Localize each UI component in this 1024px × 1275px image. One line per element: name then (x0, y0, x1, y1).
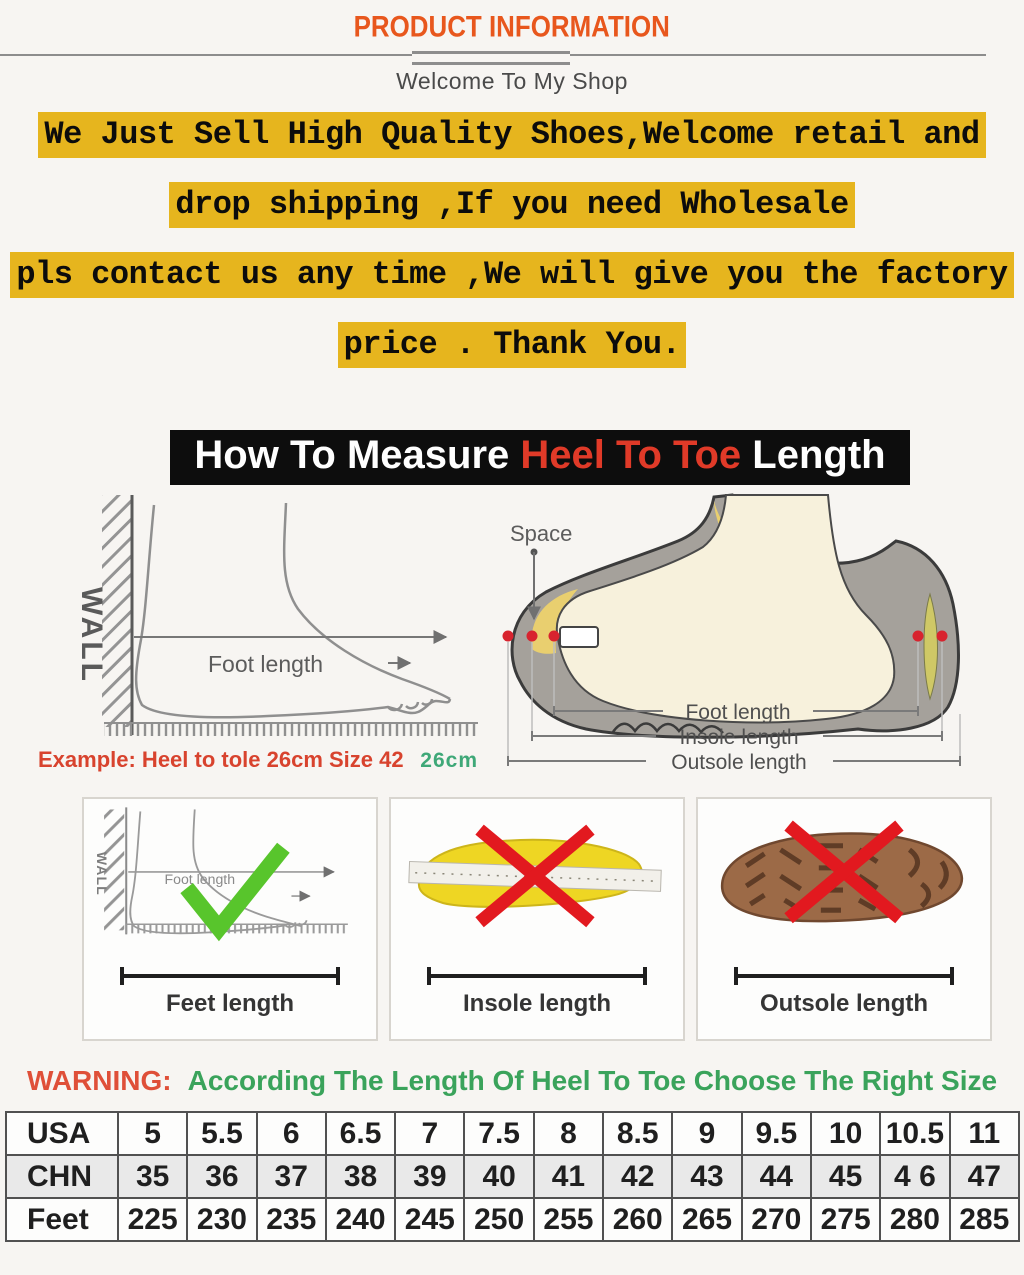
foot-wall-diagram (58, 495, 478, 750)
table-row-feet (6, 1198, 1019, 1241)
feet-size: 245 (395, 1198, 464, 1241)
feet-size: 265 (672, 1198, 741, 1241)
usa-size: 5 (118, 1112, 187, 1155)
outsole-mini-diagram (708, 803, 980, 965)
space-label: Space (510, 521, 573, 546)
feet-length-label: Feet length (165, 990, 294, 1017)
usa-size: 8 (534, 1112, 603, 1155)
measure-bracket (120, 967, 340, 985)
chn-size: 45 (811, 1155, 880, 1198)
feet-size: 250 (464, 1198, 533, 1241)
mini-wall-label: WALL (94, 851, 111, 896)
feet-size: 255 (534, 1198, 603, 1241)
outsole-length-label: Outsole length (760, 990, 928, 1017)
feet-size: 240 (326, 1198, 395, 1241)
feet-size: 235 (257, 1198, 326, 1241)
row-label-usa: USA (6, 1112, 118, 1155)
measure-bracket (734, 967, 954, 985)
check-icon (187, 848, 284, 929)
chn-size: 40 (464, 1155, 533, 1198)
banner-highlight: Heel To Toe (520, 433, 742, 477)
feet-size: 280 (880, 1198, 949, 1241)
foot-outline (136, 503, 450, 717)
method-box-feet-length (82, 797, 378, 1041)
foot-in-shoe (557, 495, 894, 722)
usa-size: 10.5 (880, 1112, 949, 1155)
mini-foot-length-label: Foot length (164, 871, 236, 887)
promo-block (0, 112, 1024, 368)
page-title: PRODUCT INFORMATION (353, 10, 671, 44)
chn-size: 38 (326, 1155, 395, 1198)
measuring-diagrams (0, 489, 1024, 789)
mini-ruler (126, 924, 348, 933)
divider-thick-segment (412, 51, 570, 65)
chn-size: 41 (534, 1155, 603, 1198)
toe-space-notch (560, 627, 598, 647)
banner-suffix: Length (741, 433, 886, 477)
size-table (5, 1111, 1020, 1242)
chn-size: 42 (603, 1155, 672, 1198)
feet-size: 275 (811, 1198, 880, 1241)
shoe-foot-length-label: Foot length (685, 701, 791, 724)
example-value: 26cm (420, 749, 478, 772)
usa-size: 8.5 (603, 1112, 672, 1155)
method-boxes (82, 797, 1024, 1041)
chn-size: 37 (257, 1155, 326, 1198)
warning-label: WARNING: (26, 1065, 172, 1096)
promo-line-3: pls contact us any time ,We will give you the factory (10, 252, 1013, 298)
chn-size: 44 (742, 1155, 811, 1198)
chn-size: 47 (950, 1155, 1019, 1198)
shoe-insole-length-label: Insole length (679, 726, 799, 749)
feet-size: 225 (118, 1198, 187, 1241)
chn-size: 39 (395, 1155, 464, 1198)
banner-prefix: How To Measure (194, 433, 521, 477)
ruler-graphic (104, 723, 478, 736)
chn-size: 4 6 (880, 1155, 949, 1198)
promo-line-4: price . Thank You. (338, 322, 687, 368)
feet-size: 270 (742, 1198, 811, 1241)
method-box-insole-length (389, 797, 685, 1041)
table-row-chn (6, 1155, 1019, 1198)
usa-size: 7 (395, 1112, 464, 1155)
example-row (38, 747, 478, 773)
shoe-cross-section-diagram (498, 489, 1023, 787)
usa-size: 6 (257, 1112, 326, 1155)
row-label-chn: CHN (6, 1155, 118, 1198)
page-header (0, 0, 1024, 95)
promo-line-2: drop shipping ,If you need Wholesale (169, 182, 854, 228)
foot-length-label: Foot length (208, 651, 324, 677)
usa-size: 10 (811, 1112, 880, 1155)
feet-size: 230 (187, 1198, 256, 1241)
table-row-usa (6, 1112, 1019, 1155)
feet-length-mini-diagram (94, 803, 366, 965)
measure-bracket (427, 967, 647, 985)
usa-size: 6.5 (326, 1112, 395, 1155)
chn-size: 43 (672, 1155, 741, 1198)
usa-size: 5.5 (187, 1112, 256, 1155)
promo-line-1: We Just Sell High Quality Shoes,Welcome retail and (38, 112, 985, 158)
warning-row (0, 1065, 1024, 1097)
chn-size: 36 (187, 1155, 256, 1198)
usa-size: 9 (672, 1112, 741, 1155)
usa-size: 11 (950, 1112, 1019, 1155)
wall-label: WALL (75, 587, 108, 684)
feet-size: 260 (603, 1198, 672, 1241)
usa-size: 7.5 (464, 1112, 533, 1155)
chn-size: 35 (118, 1155, 187, 1198)
row-label-feet: Feet (6, 1198, 118, 1241)
header-divider (0, 51, 1024, 59)
warning-text: According The Length Of Heel To Toe Choose The Right Size (187, 1065, 998, 1096)
method-box-outsole-length (696, 797, 992, 1041)
insole-mini-diagram (401, 803, 673, 965)
usa-size: 9.5 (742, 1112, 811, 1155)
example-text: Example: Heel to tole 26cm Size 42 (38, 747, 404, 772)
shop-welcome-text: Welcome To My Shop (396, 68, 628, 94)
feet-size: 285 (950, 1198, 1019, 1241)
how-to-measure-banner (170, 430, 909, 485)
shoe-outsole-length-label: Outsole length (671, 751, 807, 774)
insole-length-label: Insole length (462, 990, 611, 1017)
